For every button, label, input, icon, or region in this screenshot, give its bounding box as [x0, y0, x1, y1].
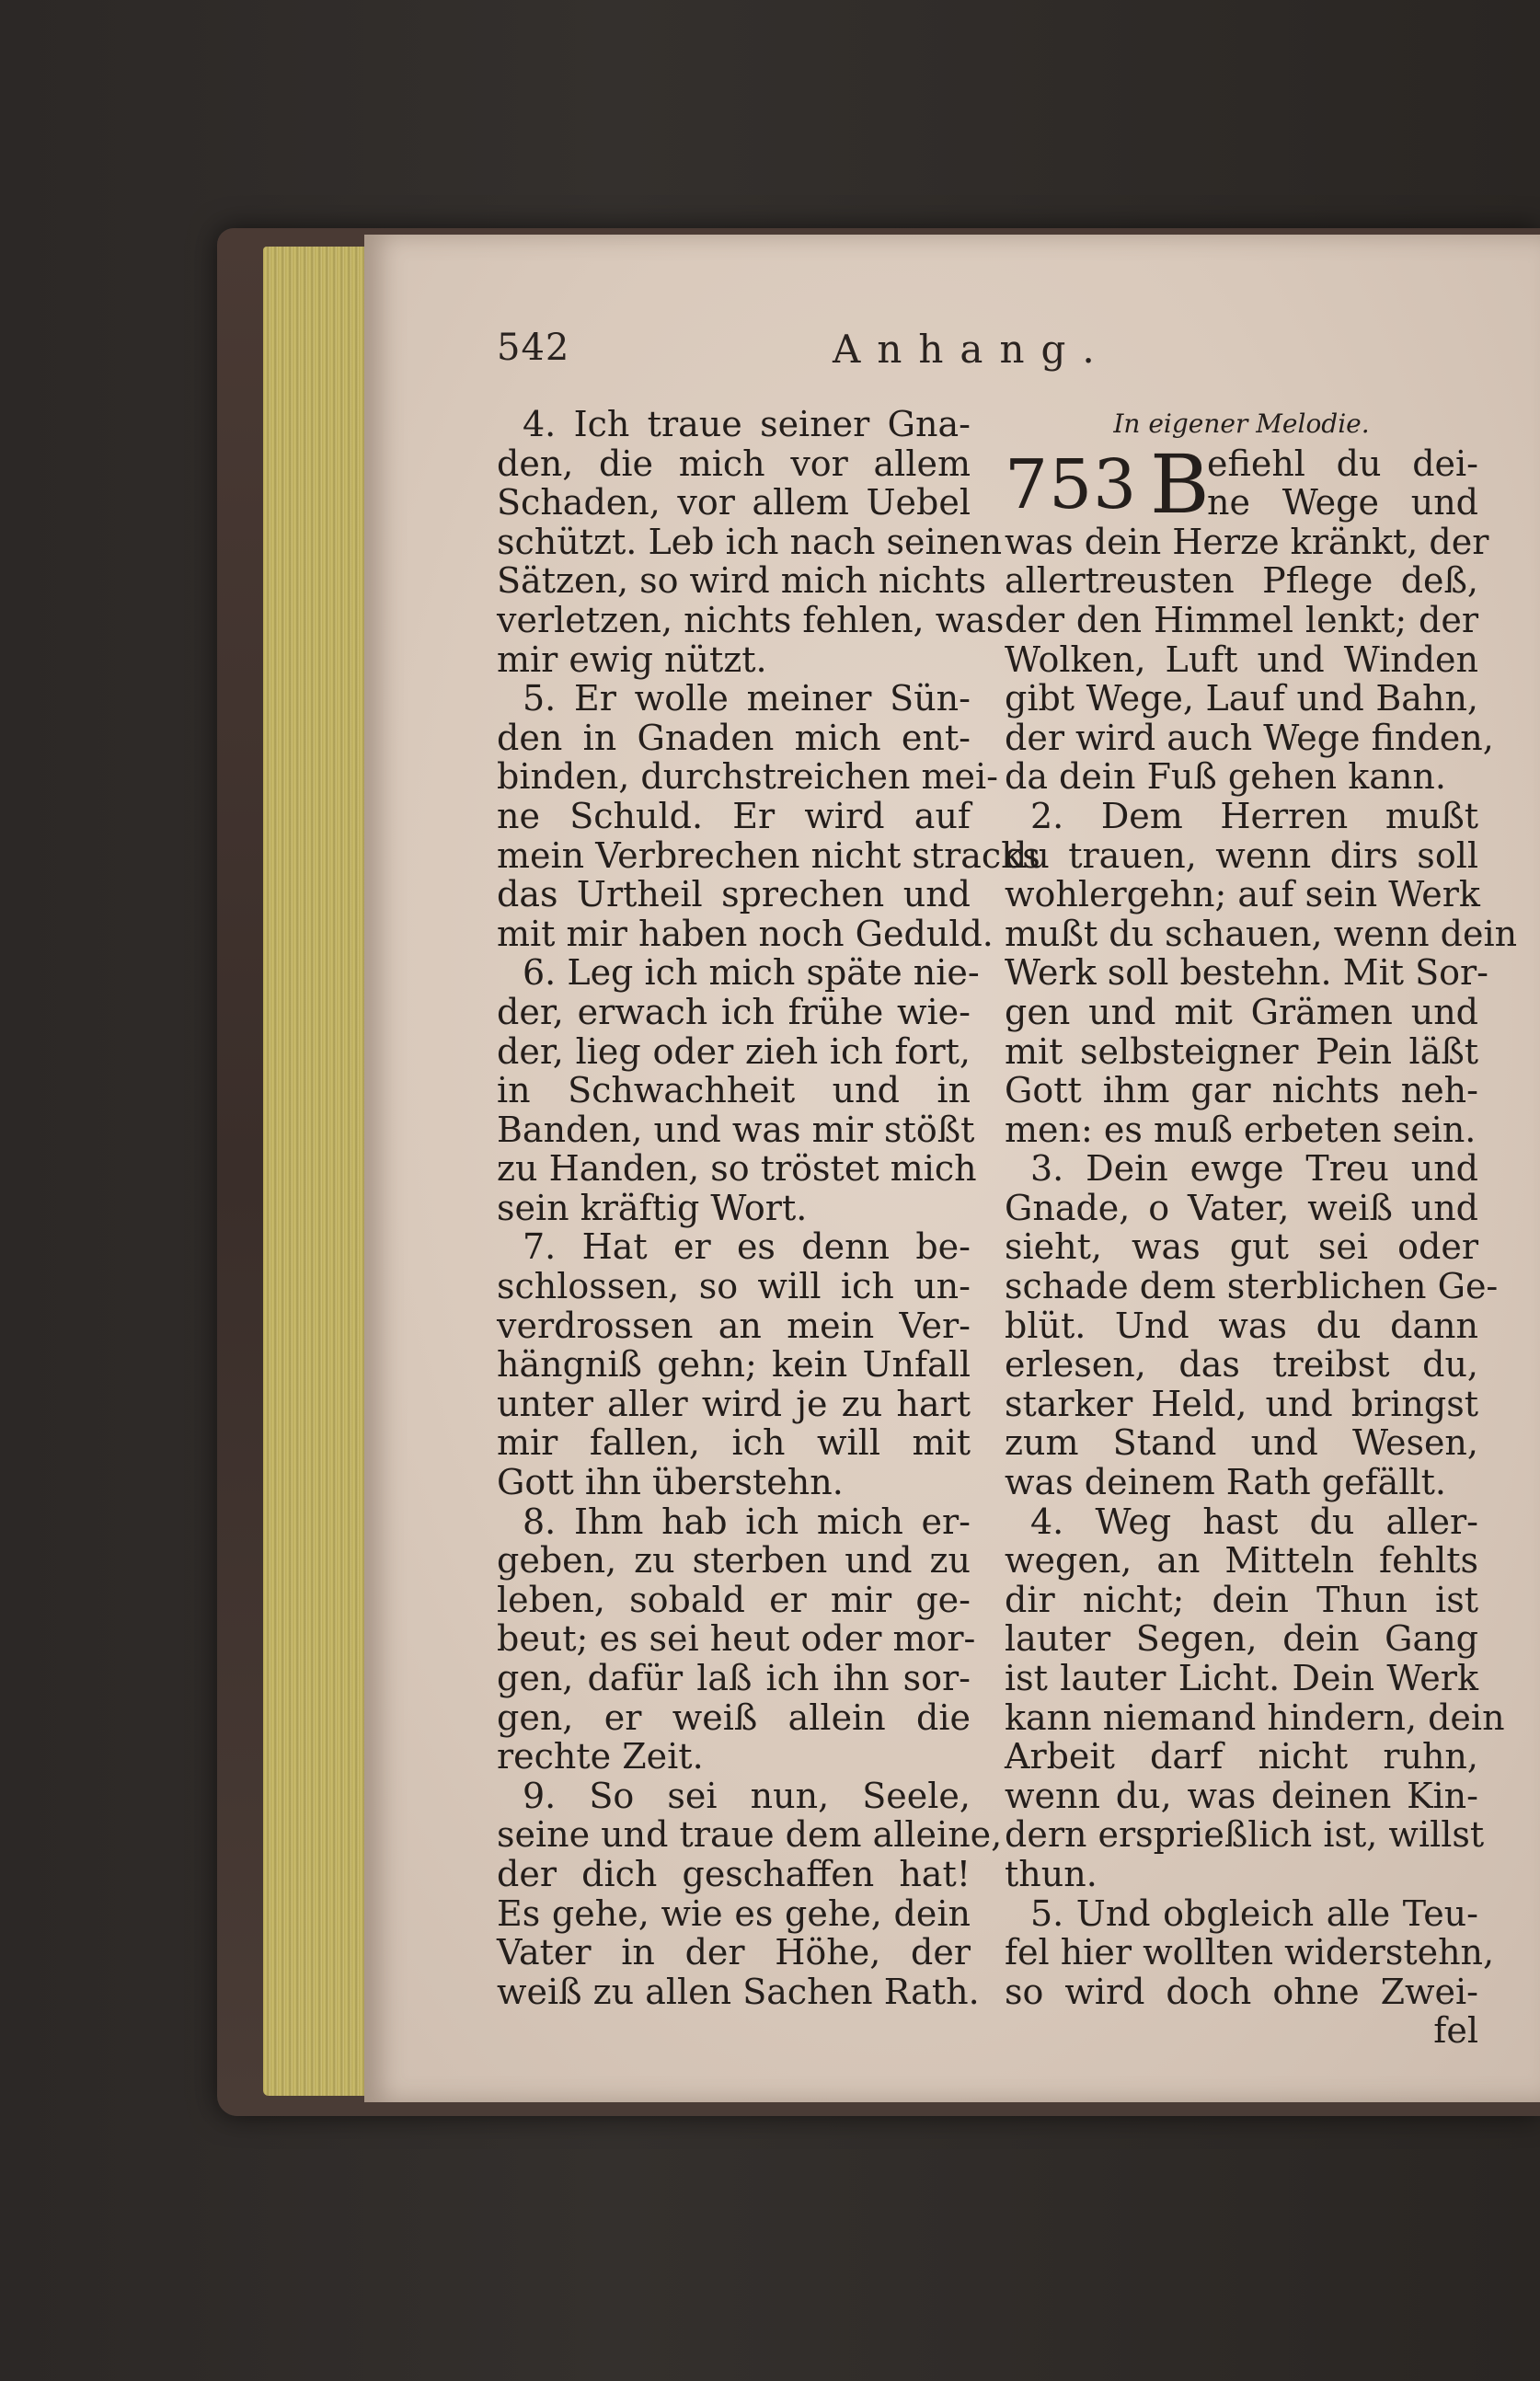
text-line: ne Schuld. Er wird auf	[497, 795, 971, 836]
text-line: Wolken, Luft und Winden	[1005, 638, 1478, 680]
text-line: weiß zu allen Sachen Rath.	[497, 1971, 980, 2012]
text-line: leben, sobald er mir ge-	[497, 1579, 971, 1620]
text-line: mit mir haben noch Geduld.	[497, 913, 994, 954]
text-line: schlossen, so will ich un-	[497, 1266, 971, 1307]
text-line: Gnade, o Vater, weiß und	[1005, 1187, 1478, 1228]
text-line: Sätzen, so wird mich nichts	[497, 560, 986, 602]
text-line: gen, er weiß allein die	[497, 1697, 971, 1738]
text-line: geben, zu sterben und zu	[497, 1540, 971, 1582]
text-line: 3. Dein ewge Treu und	[1030, 1148, 1478, 1190]
left-column	[497, 404, 1040, 2012]
text-line: allertreusten Pflege deß,	[1005, 560, 1478, 602]
page-header	[0, 327, 1540, 382]
text-line: sein kräftig Wort.	[497, 1187, 808, 1228]
text-line: 4. Ich traue seiner Gna-	[523, 404, 971, 444]
hymn-second-line: ne Wege und	[1207, 482, 1478, 523]
text-line: Vater in der Höhe, der	[497, 1932, 971, 1973]
hymn-first-line: efiehl du dei-	[1207, 443, 1478, 484]
text-line: in Schwachheit und in	[497, 1070, 971, 1111]
text-line: mir fallen, ich will mit	[497, 1422, 971, 1464]
text-line: der, lieg oder zieh ich fort,	[497, 1030, 971, 1072]
text-line: thun.	[1005, 1853, 1098, 1894]
text-line: zu Handen, so tröstet mich	[497, 1148, 977, 1190]
text-line: wenn du, was deinen Kin-	[1005, 1775, 1478, 1816]
text-line: Arbeit darf nicht ruhn,	[1005, 1736, 1478, 1777]
text-line: Werk soll bestehn. Mit Sor-	[1005, 952, 1488, 994]
text-line: rechte Zeit.	[497, 1736, 704, 1777]
text-line: 8. Ihm hab ich mich er-	[523, 1501, 971, 1542]
text-line: den in Gnaden mich ent-	[497, 717, 971, 758]
text-line: men: es muß erbeten sein.	[1005, 1109, 1477, 1150]
text-line: lauter Segen, dein Gang	[1005, 1618, 1478, 1660]
text-line: so wird doch ohne Zwei-	[1005, 1971, 1478, 2012]
text-line: ist lauter Licht. Dein Werk	[1005, 1658, 1478, 1698]
text-line: mußt du schauen, wenn dein	[1005, 913, 1518, 954]
text-line: Schaden, vor allem Uebel	[497, 482, 971, 523]
running-title: Anhang.	[833, 327, 1111, 372]
text-line: da dein Fuß gehen kann.	[1005, 756, 1446, 798]
text-line: der den Himmel lenkt; der	[1005, 599, 1478, 640]
text-line: binden, durchstreichen mei-	[497, 756, 999, 798]
text-line: Gott ihn überstehn.	[497, 1462, 844, 1503]
text-line: verletzen, nichts fehlen, was	[497, 599, 1005, 640]
text-line: wegen, an Mitteln fehlts	[1005, 1540, 1478, 1582]
text-line: das Urtheil sprechen und	[497, 874, 971, 915]
text-line: verdrossen an mein Ver-	[497, 1305, 971, 1346]
text-line: 4. Weg hast du aller-	[1030, 1501, 1478, 1542]
melody-note: In eigener Melodie.	[1113, 408, 1370, 439]
text-line: Gott ihm gar nichts neh-	[1005, 1070, 1478, 1111]
catchword: fel	[1433, 2010, 1478, 2052]
text-line: beut; es sei heut oder mor-	[497, 1618, 976, 1660]
text-line: starker Held, und bringst	[1005, 1383, 1478, 1424]
text-line: dern ersprießlich ist, willst	[1005, 1814, 1485, 1856]
text-line: sieht, was gut sei oder	[1005, 1226, 1478, 1268]
text-line: dir nicht; dein Thun ist	[1005, 1579, 1478, 1620]
text-line: 5. Er wolle meiner Sün-	[523, 678, 971, 719]
text-line: unter aller wird je zu hart	[497, 1383, 971, 1424]
text-line: mein Verbrechen nicht stracks	[497, 834, 1040, 876]
text-line: schade dem sterblichen Ge-	[1005, 1266, 1499, 1307]
right-column-lines	[1005, 521, 1518, 2012]
text-line: mit selbsteigner Pein läßt	[1005, 1030, 1478, 1072]
text-line: der wird auch Wege finden,	[1005, 717, 1494, 758]
text-line: kann niemand hindern, dein	[1005, 1697, 1505, 1738]
text-line: Banden, und was mir stößt	[497, 1109, 975, 1150]
text-line: der, erwach ich frühe wie-	[497, 991, 971, 1032]
text-line: mir ewig nützt.	[497, 638, 767, 680]
text-line: wohlergehn; auf sein Werk	[1005, 874, 1480, 915]
drop-cap: B	[1150, 436, 1210, 532]
text-line: gibt Wege, Lauf und Bahn,	[1005, 678, 1478, 719]
text-line: hängniß gehn; kein Unfall	[497, 1344, 971, 1386]
hymn-number: 753	[1005, 444, 1138, 524]
text-line: du trauen, wenn dirs soll	[1005, 834, 1478, 876]
text-line: den, die mich vor allem	[497, 443, 971, 484]
page-edges	[263, 247, 374, 2096]
text-line: Es gehe, wie es gehe, dein	[497, 1892, 971, 1934]
text-line: fel hier wollten widerstehn,	[1005, 1932, 1495, 1973]
text-line: 2. Dem Herren mußt	[1030, 795, 1478, 836]
text-line: 5. Und obgleich alle Teu-	[1030, 1892, 1478, 1934]
page-number: 542	[497, 327, 570, 369]
text-line: blüt. Und was du dann	[1005, 1305, 1478, 1346]
text-line: was deinem Rath gefällt.	[1005, 1462, 1446, 1503]
text-line: gen und mit Grämen und	[1005, 991, 1478, 1032]
text-line: 9. So sei nun, Seele,	[523, 1775, 971, 1816]
text-line: 6. Leg ich mich späte nie-	[523, 952, 980, 994]
text-line: schützt. Leb ich nach seinen	[497, 521, 1003, 562]
right-column	[1005, 405, 1518, 2052]
text-line: zum Stand und Wesen,	[1005, 1422, 1478, 1464]
text-line: seine und traue dem alleine,	[497, 1814, 1003, 1856]
text-line: was dein Herze kränkt, der	[1005, 521, 1489, 562]
hymn-opening	[1005, 436, 1478, 532]
text-line: der dich geschaffen hat!	[497, 1853, 971, 1894]
text-line: erlesen, das treibst du,	[1005, 1344, 1478, 1386]
text-line: gen, dafür laß ich ihn sor-	[497, 1658, 971, 1698]
text-line: 7. Hat er es denn be-	[523, 1226, 971, 1268]
